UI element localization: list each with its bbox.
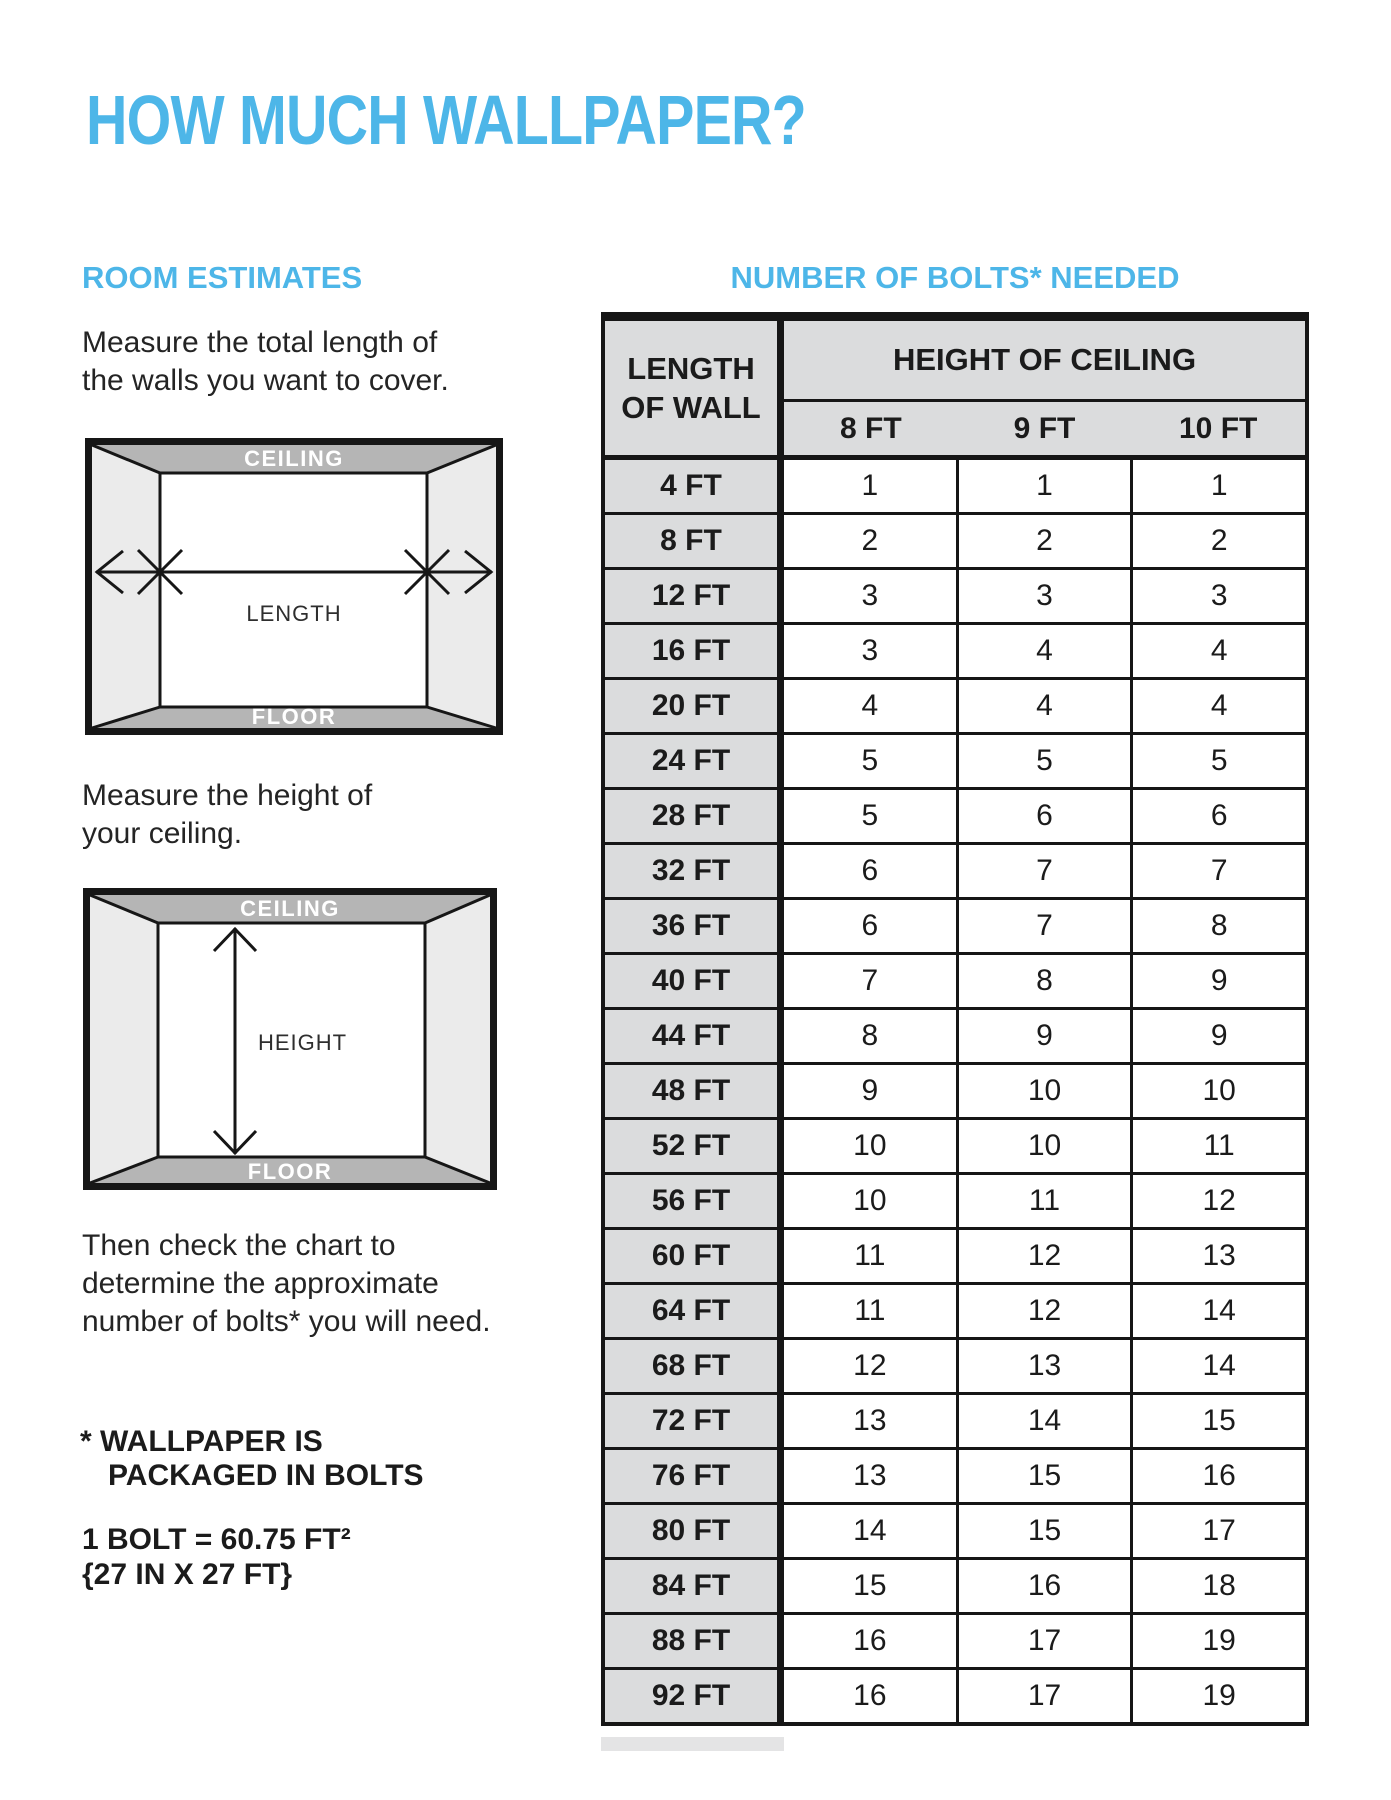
right-wall-panel [427, 445, 496, 728]
bolt-count-cell: 3 [784, 570, 956, 622]
bolt-count-cell: 9 [956, 1010, 1131, 1062]
bolt-count-cell: 3 [1130, 570, 1305, 622]
wall-length-cell: 4 FT [605, 460, 784, 512]
wall-length-cell: 68 FT [605, 1340, 784, 1392]
wall-length-cell: 60 FT [605, 1230, 784, 1282]
table-row [605, 897, 1305, 952]
bolt-count-cell: 16 [1130, 1450, 1305, 1502]
bolt-count-cell: 11 [956, 1175, 1131, 1227]
bolt-count-cell: 15 [956, 1450, 1131, 1502]
length-of-wall-header [605, 321, 784, 455]
table-row [605, 1062, 1305, 1117]
room-estimates-heading: ROOM ESTIMATES [82, 260, 363, 295]
bolt-count-cell: 5 [784, 790, 956, 842]
table-row [605, 787, 1305, 842]
bolt-count-cell: 15 [956, 1505, 1131, 1557]
bolt-count-cell: 16 [956, 1560, 1131, 1612]
floor-label: FLOOR [247, 1159, 333, 1184]
measure-length-text [82, 324, 449, 400]
bolt-count-cell: 7 [956, 900, 1131, 952]
height-of-ceiling-header: HEIGHT OF CEILING [784, 321, 1305, 402]
ceiling-label: CEILING [244, 446, 344, 471]
floor-label: FLOOR [251, 704, 337, 729]
check-chart-text [82, 1227, 491, 1341]
bolt-count-cell: 6 [784, 900, 956, 952]
bolt-count-cell: 4 [1130, 680, 1305, 732]
bolt-count-cell: 13 [956, 1340, 1131, 1392]
header-line: LENGTH [627, 351, 755, 386]
wall-length-cell: 20 FT [605, 680, 784, 732]
table-row [605, 732, 1305, 787]
table-footer-strip [601, 1737, 784, 1751]
footnote-line: * WALLPAPER IS [80, 1425, 323, 1458]
wall-length-cell: 40 FT [605, 955, 784, 1007]
wall-length-cell: 80 FT [605, 1505, 784, 1557]
bolt-count-cell: 2 [784, 515, 956, 567]
table-row [605, 1502, 1305, 1557]
wall-length-cell: 52 FT [605, 1120, 784, 1172]
table-row [605, 1392, 1305, 1447]
table-row [605, 1612, 1305, 1667]
wall-length-cell: 72 FT [605, 1395, 784, 1447]
bolt-count-cell: 19 [1130, 1615, 1305, 1667]
ceiling-height-columns [784, 402, 1305, 455]
bolt-count-cell: 1 [784, 460, 956, 512]
column-header-8ft: 8 FT [840, 411, 902, 445]
wall-length-cell: 36 FT [605, 900, 784, 952]
bolt-count-cell: 7 [1130, 845, 1305, 897]
bolt-size-line: 1 BOLT = 60.75 FT² [82, 1523, 351, 1556]
bolt-count-cell: 9 [784, 1065, 956, 1117]
table-row [605, 1337, 1305, 1392]
bolt-count-cell: 5 [956, 735, 1131, 787]
bolt-count-cell: 8 [784, 1010, 956, 1062]
bolts-needed-heading: NUMBER OF BOLTS* NEEDED [730, 260, 1180, 295]
wall-length-cell: 64 FT [605, 1285, 784, 1337]
table-row [605, 1282, 1305, 1337]
wall-length-cell: 44 FT [605, 1010, 784, 1062]
text-line: Then check the chart to [82, 1229, 396, 1262]
bolts-footnote [80, 1425, 424, 1493]
text-line: Measure the height of [82, 779, 373, 812]
bolt-count-cell: 2 [1130, 515, 1305, 567]
page-title: HOW MUCH WALLPAPER? [86, 81, 806, 159]
bolt-count-cell: 4 [784, 680, 956, 732]
bolt-equivalence [82, 1522, 351, 1592]
bolt-dimensions-line: {27 IN X 27 FT} [82, 1558, 293, 1591]
wall-length-cell: 56 FT [605, 1175, 784, 1227]
bolt-count-cell: 18 [1130, 1560, 1305, 1612]
text-line: number of bolts* you will need. [82, 1305, 491, 1338]
wall-length-cell: 16 FT [605, 625, 784, 677]
wall-length-cell: 32 FT [605, 845, 784, 897]
bolt-count-cell: 9 [1130, 1010, 1305, 1062]
table-row [605, 1447, 1305, 1502]
table-row [605, 1172, 1305, 1227]
bolt-count-cell: 1 [1130, 460, 1305, 512]
bolt-count-cell: 14 [1130, 1285, 1305, 1337]
table-body [605, 460, 1305, 1722]
left-wall-panel [92, 445, 160, 728]
bolt-count-cell: 8 [1130, 900, 1305, 952]
bolt-count-cell: 4 [956, 680, 1131, 732]
bolt-count-cell: 4 [956, 625, 1131, 677]
bolt-count-cell: 15 [1130, 1395, 1305, 1447]
bolt-count-cell: 15 [784, 1560, 956, 1612]
table-row [605, 512, 1305, 567]
table-row [605, 567, 1305, 622]
wall-length-cell: 92 FT [605, 1670, 784, 1722]
bolt-count-cell: 12 [784, 1340, 956, 1392]
bolt-count-cell: 12 [956, 1230, 1131, 1282]
bolt-count-cell: 19 [1130, 1670, 1305, 1722]
table-row [605, 1117, 1305, 1172]
bolt-count-cell: 8 [956, 955, 1131, 1007]
left-wall-panel [90, 895, 158, 1183]
bolt-count-cell: 2 [956, 515, 1131, 567]
bolt-count-cell: 10 [956, 1065, 1131, 1117]
wall-length-cell: 76 FT [605, 1450, 784, 1502]
wall-length-cell: 8 FT [605, 515, 784, 567]
text-line: determine the approximate [82, 1267, 439, 1300]
bolt-count-cell: 12 [1130, 1175, 1305, 1227]
bolt-count-cell: 14 [784, 1505, 956, 1557]
bolt-count-cell: 16 [784, 1670, 956, 1722]
wall-length-cell: 48 FT [605, 1065, 784, 1117]
bolt-count-cell: 17 [1130, 1505, 1305, 1557]
room-length-diagram [85, 438, 503, 735]
table-row [605, 1667, 1305, 1722]
column-header-9ft: 9 FT [1013, 411, 1076, 445]
bolt-count-cell: 6 [784, 845, 956, 897]
bolt-count-cell: 10 [956, 1120, 1131, 1172]
table-row [605, 1557, 1305, 1612]
bolt-count-cell: 11 [784, 1285, 956, 1337]
ceiling-height-header-group [784, 321, 1305, 455]
table-row [605, 622, 1305, 677]
table-row [605, 1227, 1305, 1282]
bolt-count-cell: 5 [1130, 735, 1305, 787]
bolt-count-cell: 6 [956, 790, 1131, 842]
bolt-count-cell: 7 [784, 955, 956, 1007]
text-line: the walls you want to cover. [82, 364, 449, 397]
wall-length-cell: 28 FT [605, 790, 784, 842]
height-label: HEIGHT [258, 1030, 348, 1055]
bolt-count-cell: 10 [784, 1120, 956, 1172]
bolt-count-cell: 10 [1130, 1065, 1305, 1117]
back-wall [160, 473, 427, 707]
bolt-count-cell: 11 [1130, 1120, 1305, 1172]
text-line: Measure the total length of [82, 326, 438, 359]
bolt-count-cell: 3 [956, 570, 1131, 622]
bolt-count-cell: 11 [784, 1230, 956, 1282]
wall-length-cell: 84 FT [605, 1560, 784, 1612]
bolt-count-cell: 12 [956, 1285, 1131, 1337]
ceiling-label: CEILING [240, 896, 340, 921]
bolt-count-cell: 10 [784, 1175, 956, 1227]
bolt-count-cell: 9 [1130, 955, 1305, 1007]
table-header [605, 321, 1305, 460]
header-line: OF WALL [621, 390, 761, 425]
wall-length-cell: 12 FT [605, 570, 784, 622]
bolt-count-cell: 14 [1130, 1340, 1305, 1392]
bolt-count-cell: 6 [1130, 790, 1305, 842]
bolt-count-cell: 16 [784, 1615, 956, 1667]
table-row [605, 842, 1305, 897]
bolts-table [601, 312, 1309, 1726]
room-height-diagram [83, 888, 497, 1190]
column-header-10ft: 10 FT [1179, 411, 1258, 445]
table-row [605, 1007, 1305, 1062]
bolt-count-cell: 17 [956, 1615, 1131, 1667]
bolt-count-cell: 7 [956, 845, 1131, 897]
table-row [605, 677, 1305, 732]
wall-length-cell: 24 FT [605, 735, 784, 787]
bolt-count-cell: 13 [784, 1395, 956, 1447]
text-line: your ceiling. [82, 817, 243, 850]
bolt-count-cell: 1 [956, 460, 1131, 512]
bolt-count-cell: 17 [956, 1670, 1131, 1722]
length-label: LENGTH [246, 601, 342, 626]
wall-length-cell: 88 FT [605, 1615, 784, 1667]
bolt-count-cell: 13 [784, 1450, 956, 1502]
right-wall-panel [425, 895, 490, 1183]
table-row [605, 460, 1305, 512]
bolt-count-cell: 14 [956, 1395, 1131, 1447]
bolt-count-cell: 3 [784, 625, 956, 677]
bolt-count-cell: 5 [784, 735, 956, 787]
measure-height-text [82, 777, 372, 853]
footnote-line: PACKAGED IN BOLTS [108, 1459, 424, 1492]
table-row [605, 952, 1305, 1007]
bolt-count-cell: 4 [1130, 625, 1305, 677]
bolt-count-cell: 13 [1130, 1230, 1305, 1282]
